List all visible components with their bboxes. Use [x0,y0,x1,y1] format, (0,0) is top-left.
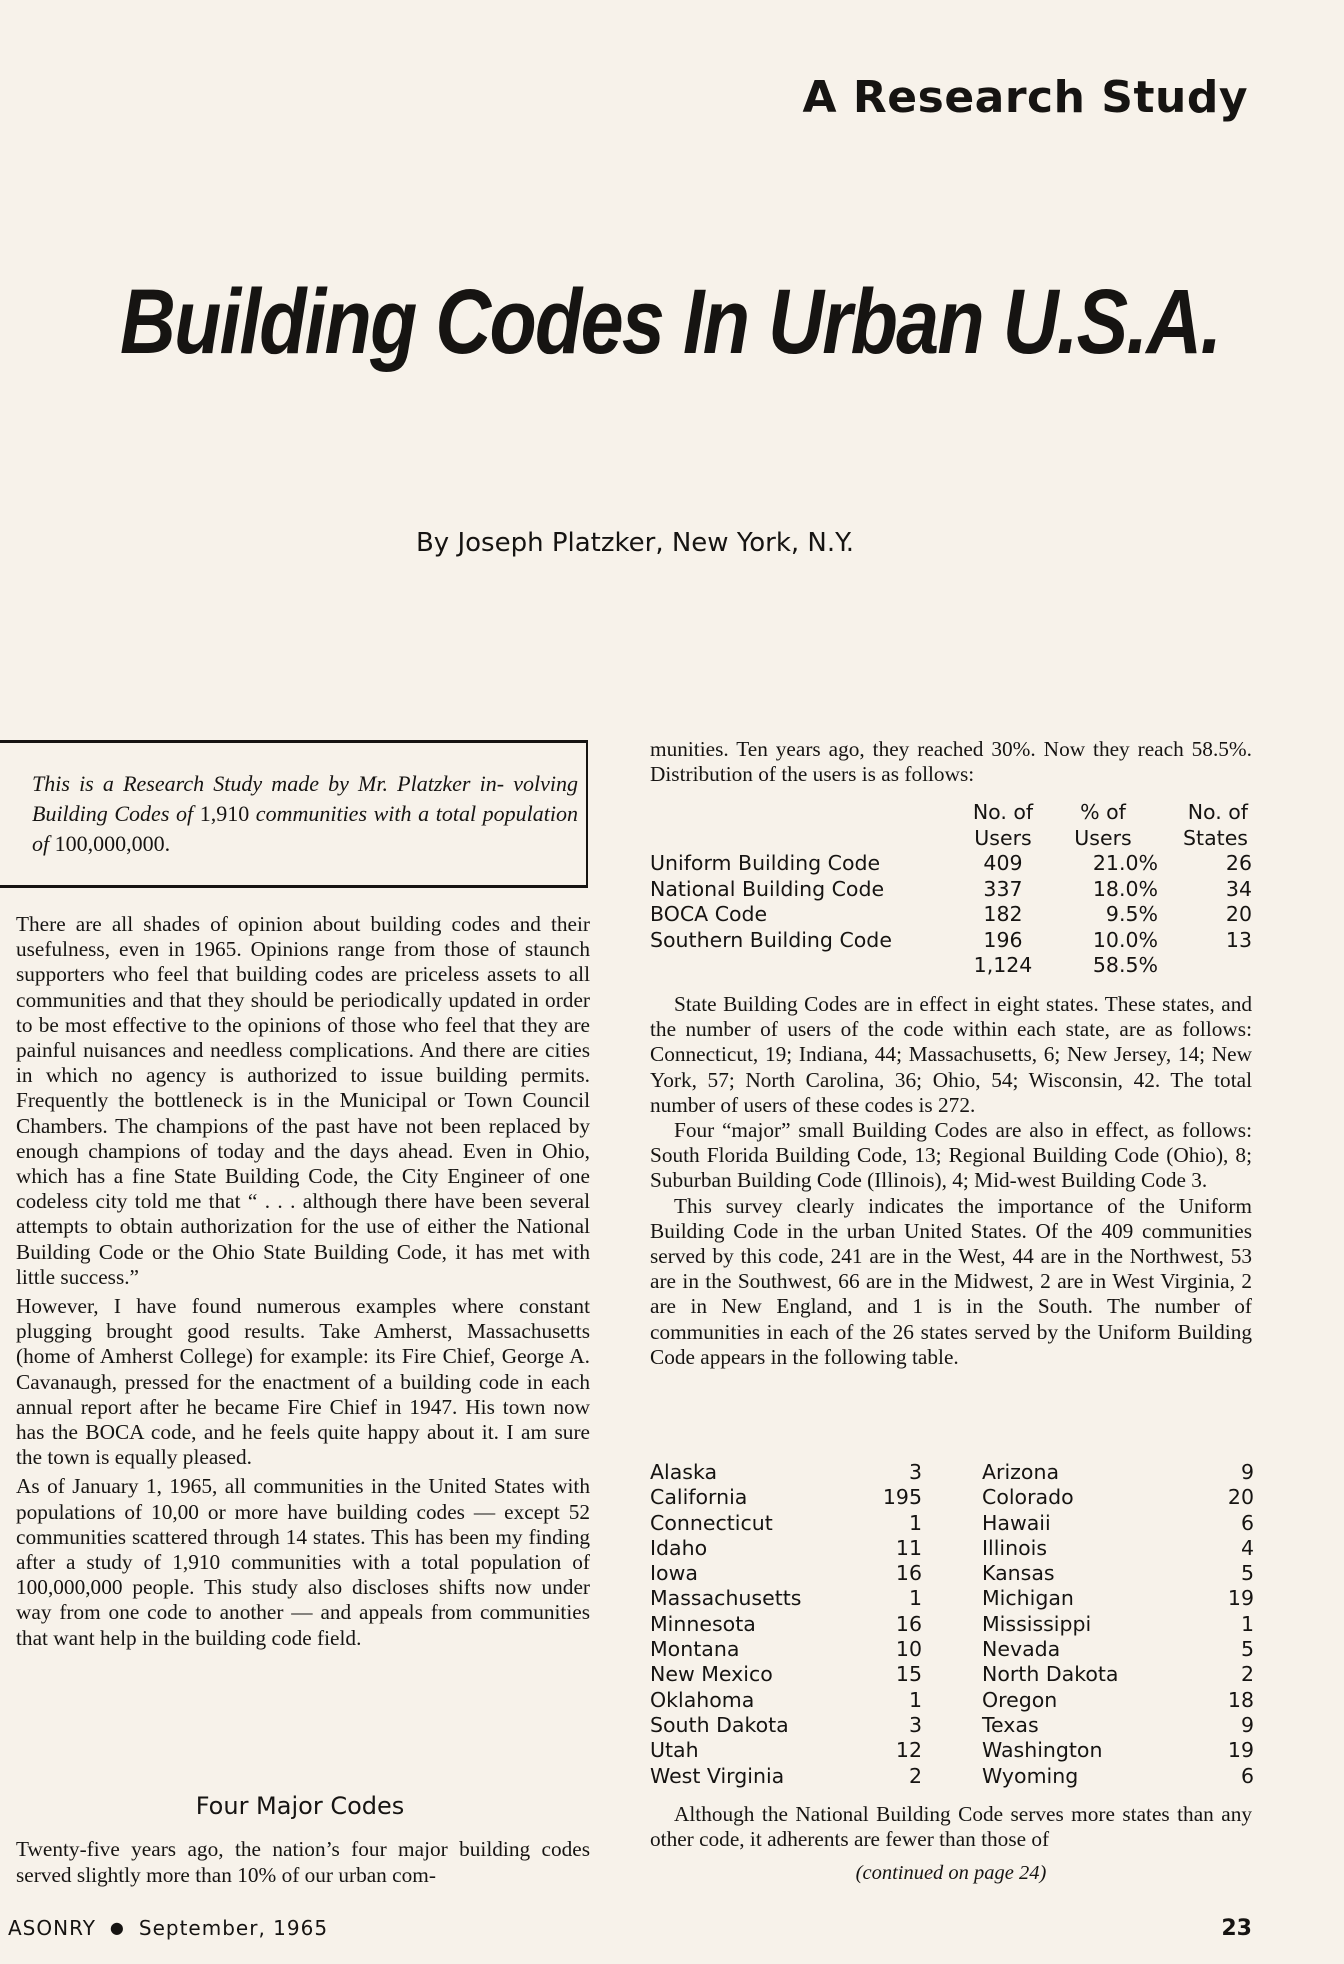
state-row [982,1688,1254,1713]
state-name: Texas [982,1712,1039,1737]
table-cell: 26 [1225,851,1252,875]
state-name: Wyoming [982,1763,1079,1788]
table-row [650,902,1252,928]
state-name: Oregon [982,1687,1058,1712]
state-count: 5 [1240,1561,1254,1586]
column-header: No. of [1187,800,1248,824]
right-column-closing [650,1802,1252,1852]
section-body [16,1836,590,1888]
state-name: Michigan [982,1586,1074,1611]
states-table [650,1460,1254,1789]
state-row [982,1738,1254,1763]
state-row [982,1536,1254,1561]
body-paragraph: Although the National Building Code serves more states than any other code, it adherents are fewer than those of [650,1802,1252,1852]
abstract-text [32,769,578,859]
state-row [982,1662,1254,1687]
table-header-row [650,800,1252,851]
state-row [650,1536,922,1561]
table-cell: 10.0% [1092,927,1158,952]
state-count: 19 [1227,1586,1254,1611]
table-cell: 20 [1225,902,1252,926]
abstract-part: total population of [32,801,578,856]
state-row [650,1738,922,1763]
state-count: 6 [1240,1763,1254,1788]
body-paragraph: As of January 1, 1965, all communities in the United States with populations of 10,00 or more have building codes — except 52 communities scattered through 14 states. This has been my finding after a study of 1,910 communities with a total population of 100,000,000 people. This study also discloses shifts now under way from one code to another — and appeals from communities that want help in the building code field. [16,1474,590,1650]
table-cell: 21.0% [1092,851,1158,875]
table-total-percent: 58.5% [1092,953,1158,977]
body-paragraph: However, I have found numerous examples where constant plugging brought good results. Take Amherst, Massachusetts (home of Amherst College) for example: its Fire Chief, George A. Cavanaugh, pressed for the enactment of a building code in each annual report after he became Fire Chief in 1947. His town now has the BOCA code, and he feels quite happy about it. I am sure the town is equally pleased. [16,1294,590,1470]
state-name: California [650,1485,748,1510]
state-count: 2 [908,1763,922,1788]
state-name: New Mexico [650,1662,773,1687]
state-row [982,1713,1254,1738]
state-count: 12 [895,1738,922,1763]
state-count: 1 [1240,1611,1254,1636]
table-total-row [650,953,1252,979]
table-cell: 337 [983,876,1023,901]
state-row [650,1511,922,1536]
table-row [650,877,1252,903]
bullet-icon: ● [109,1918,125,1937]
table-cell: 9.5% [1105,902,1158,926]
state-count: 11 [895,1535,922,1560]
state-count: 15 [895,1662,922,1687]
table-cell: 18.0% [1092,876,1158,901]
state-name: Kansas [982,1561,1055,1586]
table-cell: National Building Code [650,876,885,901]
state-row [982,1511,1254,1536]
article-kicker: A Research Study [802,72,1248,123]
column-header: No. of [972,800,1034,824]
state-row [982,1485,1254,1510]
state-count: 9 [1240,1712,1254,1737]
state-count: 1 [908,1586,922,1611]
continued-text: (continued on page 24) [855,1862,1047,1884]
state-count: 1 [908,1510,922,1535]
state-row [650,1662,922,1687]
column-header: % of [1080,800,1126,824]
right-column-body [650,992,1252,1370]
table-cell: 182 [983,902,1023,926]
body-paragraph: Twenty-five years ago, the nation’s four major building codes served slightly more than 10% of our urban com- [16,1837,590,1887]
article-title: Building Codes In Urban U.S.A. [120,271,1221,373]
state-count: 18 [1227,1687,1254,1712]
table-row [650,928,1252,954]
state-name: South Dakota [650,1712,789,1737]
state-name: Colorado [982,1485,1074,1510]
state-name: Hawaii [982,1510,1051,1535]
state-count: 20 [1227,1485,1254,1510]
state-row [982,1612,1254,1637]
state-count: 1 [908,1687,922,1712]
state-row [650,1485,922,1510]
state-name: Iowa [650,1561,698,1586]
abstract-part: volving Building Codes of [32,771,579,826]
state-name: Montana [650,1637,740,1662]
continued-note [650,1862,1252,1885]
state-row [650,1764,922,1789]
state-row [650,1460,922,1485]
abstract-number: 100,000,000. [54,831,171,856]
state-count: 6 [1240,1510,1254,1535]
state-name: Nevada [982,1637,1061,1662]
state-count: 3 [908,1712,922,1737]
state-row [982,1586,1254,1611]
state-name: Mississippi [982,1611,1092,1636]
state-count: 195 [882,1485,922,1510]
state-row [982,1637,1254,1662]
state-row [650,1637,922,1662]
page-number: 23 [1221,1916,1252,1941]
state-name: Utah [650,1738,699,1763]
state-count: 5 [1240,1637,1254,1662]
table-cell: 13 [1225,927,1252,952]
abstract-box [0,740,588,888]
state-name: Oklahoma [650,1687,755,1712]
state-name: West Virginia [650,1763,785,1788]
table-cell: Uniform Building Code [650,851,881,875]
state-row [650,1612,922,1637]
left-column-body [16,912,590,1651]
right-column-intro [650,737,1252,787]
state-row [982,1460,1254,1485]
state-name: Connecticut [650,1510,773,1535]
column-header: Users [974,825,1032,850]
abstract-number: 1,910 [199,801,250,826]
state-row [650,1688,922,1713]
state-name: Alaska [650,1460,718,1484]
table-cell: BOCA Code [650,902,768,926]
table-cell: 409 [983,851,1023,875]
state-name: Illinois [982,1535,1048,1560]
magazine-name: ASONRY [8,1916,96,1940]
state-name: Massachusetts [650,1586,802,1611]
column-header: States [1183,825,1248,850]
body-paragraph: State Building Codes are in effect in eight states. These states, and the number of users of the code within each state, are as follows: Connecticut, 19; Indiana, 44; Massachusetts, 6; New Jersey, 14; New York, 57; North Carolina, 36; Ohio, 54; Wisconsin, 42. The total number of users of these codes is 272. [650,992,1252,1117]
state-row [982,1764,1254,1789]
body-paragraph: This survey clearly indicates the importance of the Uniform Building Code in the urban United States. Of the 409 communities served by this code, 241 are in the West, 44 are in the Northwest, 53 are in the Southwest, 66 are in the Midwest, 2 are in West Virginia, 2 are in New England, and 1 is in the South. The number of communities in each of the 26 states served by the Uniform Building Code appears in the following table. [650,1193,1252,1369]
abstract-part: This is a Research Study made by Mr. Platzker in- [32,771,505,796]
state-count: 9 [1240,1460,1254,1484]
state-row [650,1586,922,1611]
state-count: 3 [908,1460,922,1484]
states-table-left-column [650,1460,922,1789]
state-count: 16 [895,1561,922,1586]
footer-magazine-info [8,1916,328,1940]
body-paragraph: Four “major” small Building Codes are also in effect, as follows: South Florida Building Code, 13; Regional Building Code (Ohio), 8; Suburban Building Code (Illinois), 4; Mid-west Building Code 3. [650,1118,1252,1193]
abstract-part: communities with a [249,801,430,826]
table-cell: Southern Building Code [650,927,892,952]
code-users-table [650,800,1252,979]
body-paragraph: munities. Ten years ago, they reached 30%. Now they reach 58.5%. Distribution of the users is as follows: [650,737,1252,786]
state-count: 10 [895,1637,922,1662]
article-byline: By Joseph Platzker, New York, N.Y. [415,528,855,558]
state-count: 16 [895,1611,922,1636]
issue-date: September, 1965 [138,1916,329,1940]
table-cell: 196 [983,927,1023,952]
table-total-users: 1,124 [973,953,1033,977]
table-row [650,851,1252,877]
body-paragraph: There are all shades of opinion about building codes and their usefulness, even in 1965. Opinions range from those of staunch supporters who feel that building codes are priceless assets to all communities and that they should be periodically updated in order to be most effective to the opinions of those who feel that they are painful nuisances and needless complications. And there are cities in which no agency is authorized to issue building permits. Frequently the bottleneck is in the Municipal or Town Council Chambers. The champions of the past have not been replaced by enough champions of today and the days ahead. Even in Ohio, which has a fine State Building Code, the City Engineer of one codeless city told me that “ . . . although there have been several attempts to obtain authorization for the use of either the National Building Code or the Ohio State Building Code, it has met with little success.” [16,912,590,1289]
state-count: 19 [1227,1738,1254,1763]
section-heading: Four Major Codes [195,1792,405,1820]
state-row [982,1561,1254,1586]
state-count: 2 [1240,1662,1254,1687]
state-name: Minnesota [650,1611,756,1636]
state-name: Idaho [650,1535,708,1560]
state-count: 4 [1240,1535,1254,1560]
state-name: North Dakota [982,1662,1119,1687]
state-name: Arizona [982,1460,1060,1484]
states-table-right-column [982,1460,1254,1789]
column-header: Users [1074,825,1132,850]
state-name: Washington [982,1738,1103,1763]
table-cell: 34 [1225,876,1252,901]
state-row [650,1713,922,1738]
state-row [650,1561,922,1586]
